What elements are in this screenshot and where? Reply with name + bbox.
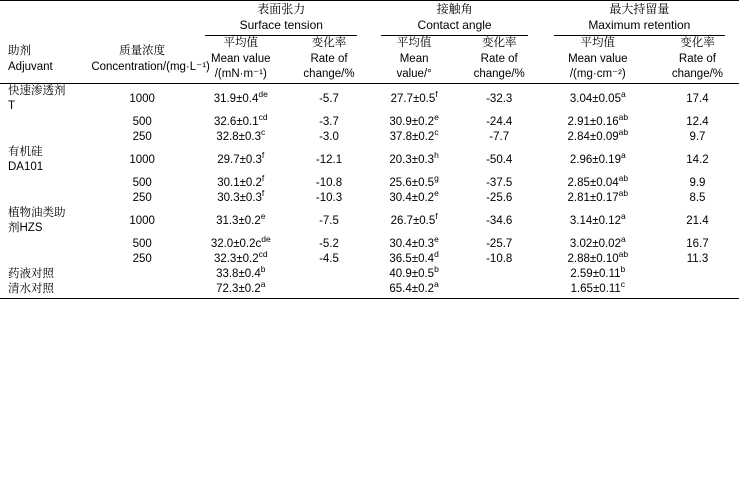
table-row: [0, 252, 739, 267]
column-header-ca-rate-unit: change/%: [473, 68, 525, 81]
row-surface-tension-rate: -10.8: [315, 176, 343, 189]
row-contact-angle-rate: -10.8: [486, 252, 513, 265]
group-header-row: [0, 1, 739, 37]
row-concentration: 1000: [129, 214, 155, 227]
row-max-retention-rate: 8.5: [689, 191, 706, 204]
row-contact-angle-rate: -32.3: [486, 92, 513, 105]
column-header-mr-mean-en: Mean value: [568, 52, 628, 65]
row-adjuvant: [0, 237, 91, 252]
row-surface-tension-mean: 30.1±0.2$^f$: [217, 173, 265, 189]
row-max-retention-mean: 2.85±0.04$^{ab}$: [567, 173, 629, 189]
column-header-mr-rate-cn: 变化率: [680, 37, 715, 50]
row-max-retention-mean: 1.65±0.11$^c$: [540, 282, 656, 298]
table-row: [0, 83, 739, 115]
row-max-retention-rate: 12.4: [686, 115, 709, 128]
row-max-retention-rate: [656, 267, 739, 283]
row-surface-tension-mean: 33.8±0.4$^b$: [216, 264, 266, 280]
row-surface-tension-rate: -3.0: [319, 130, 339, 143]
table-row: [0, 115, 739, 130]
row-surface-tension-rate: [289, 267, 370, 283]
row-surface-tension-mean: 30.3±0.3$^f$: [217, 187, 265, 204]
row-contact-angle-mean: 37.8±0.2$^c$: [389, 127, 439, 143]
column-header-adjuvant-cn: 助剂: [8, 45, 31, 58]
row-concentration: [91, 267, 193, 283]
table-row: [0, 176, 739, 191]
row-max-retention-mean: 2.84±0.09$^{ab}$: [567, 127, 629, 143]
column-header-mr-mean-unit: /(mg·cm⁻²): [569, 68, 626, 81]
row-contact-angle-rate: -34.6: [486, 214, 513, 227]
row-concentration: 1000: [129, 92, 155, 105]
row-contact-angle-mean: 26.7±0.5$^f$: [390, 210, 438, 227]
column-header-st-rate: [289, 36, 370, 83]
row-concentration: 250: [132, 130, 152, 143]
row-contact-angle-mean: 30.9±0.2$^e$: [389, 112, 439, 128]
row-contact-angle-mean: 30.4±0.2$^e$: [389, 187, 439, 204]
column-header-st-rate-unit: change/%: [303, 68, 355, 81]
row-surface-tension-rate: -12.1: [315, 153, 343, 166]
row-max-retention-rate: 11.3: [686, 252, 709, 265]
row-contact-angle-mean: 25.6±0.5$^g$: [389, 173, 439, 189]
group-header-contact-angle-cn: 接触角: [436, 2, 473, 16]
table-header: [0, 1, 739, 84]
row-adjuvant: 有机硅 DA101: [8, 145, 44, 174]
group-header-maximum-retention-cn: 最大持留量: [609, 2, 670, 16]
row-max-retention-rate: 9.7: [689, 130, 706, 143]
group-header-surface-tension-en: Surface tension: [239, 18, 323, 33]
column-header-adjuvant-en: Adjuvant: [8, 60, 53, 73]
table-row: [0, 145, 739, 176]
table-row: [0, 267, 739, 283]
column-header-concentration: [91, 36, 210, 83]
column-header-mr-mean-cn: 平均值: [580, 37, 616, 50]
row-max-retention-mean: 2.91±0.16$^{ab}$: [567, 112, 629, 128]
column-header-mr-rate-en: Rate of: [678, 52, 716, 65]
column-header-ca-mean: [369, 36, 458, 83]
row-surface-tension-mean: $32.0\pm 0.2c^{de}$: [210, 233, 271, 250]
row-max-retention-mean: 2.88±0.10$^{ab}$: [567, 248, 629, 265]
row-contact-angle-rate: -37.5: [486, 176, 513, 189]
row-surface-tension-mean: 31.9±0.4de: [213, 89, 268, 105]
column-header-ca-rate-cn: 变化率: [481, 37, 517, 50]
row-max-retention-mean: 3.04±0.05$^a$: [569, 89, 626, 105]
row-surface-tension-rate: -10.3: [315, 191, 343, 204]
table-row: [0, 282, 739, 298]
row-adjuvant: [0, 176, 91, 191]
row-concentration: 250: [132, 191, 152, 204]
row-max-retention-mean: 3.14±0.12$^a$: [569, 210, 626, 227]
table-row: [0, 237, 739, 252]
row-contact-angle-mean: 40.9±0.5$^b$: [389, 264, 439, 280]
column-header-st-rate-cn: 变化率: [311, 37, 347, 50]
column-header-ca-mean-cn: 平均值: [396, 37, 432, 50]
column-header-ca-mean-en: Mean: [399, 52, 429, 65]
row-adjuvant: 药液对照: [8, 267, 54, 280]
row-max-retention-rate: 21.4: [686, 214, 709, 227]
row-contact-angle-mean: 36.5±0.4$^d$: [389, 248, 439, 265]
row-max-retention-rate: [656, 282, 739, 298]
group-header-contact-angle: [369, 1, 539, 37]
row-concentration: 1000: [129, 153, 155, 166]
column-header-st-mean-unit: /(mN·m⁻¹): [214, 68, 267, 81]
column-header-ca-mean-unit: value/°: [396, 68, 432, 81]
row-max-retention-rate: 16.7: [686, 237, 709, 250]
column-header-st-mean-cn: 平均值: [223, 37, 259, 50]
column-header-concentration-cn: 质量浓度: [119, 45, 166, 58]
row-max-retention-rate: 9.9: [689, 176, 706, 189]
row-surface-tension-rate: [289, 282, 370, 298]
row-contact-angle-mean: 65.4±0.2$^a$: [369, 282, 458, 298]
row-contact-angle-rate: -24.4: [486, 115, 513, 128]
table-row: [0, 130, 739, 145]
row-adjuvant: [0, 130, 91, 145]
row-adjuvant: 清水对照: [0, 282, 91, 298]
row-concentration: 250: [132, 252, 152, 265]
row-surface-tension-mean: 32.8±0.3$^c$: [216, 127, 266, 143]
column-header-concentration-en: Concentration/(mg·L⁻¹): [91, 60, 210, 73]
group-header-spacer-concentration: [91, 1, 193, 37]
row-max-retention-rate: 17.4: [686, 92, 709, 105]
row-concentration: 500: [132, 115, 152, 128]
row-surface-tension-rate: -3.7: [319, 115, 339, 128]
row-surface-tension-rate: -4.5: [319, 252, 339, 265]
group-header-maximum-retention: [540, 1, 739, 37]
row-max-retention-mean: 2.96±0.19$^a$: [569, 150, 626, 166]
row-contact-angle-mean: 27.7±0.5$^f$: [390, 89, 438, 105]
row-adjuvant: [0, 252, 91, 267]
row-surface-tension-mean: 72.3±0.2$^a$: [193, 282, 288, 298]
row-max-retention-rate: 14.2: [686, 153, 709, 166]
row-adjuvant: 植物油类助 剂HZS: [8, 206, 66, 235]
row-contact-angle-rate: [459, 282, 540, 298]
table-row: [0, 206, 739, 237]
row-surface-tension-mean: 32.6±0.1$^{cd}$: [213, 112, 268, 128]
row-concentration: 500: [132, 237, 152, 250]
column-header-ca-rate: [459, 36, 540, 83]
column-header-mr-mean: [540, 36, 656, 83]
row-contact-angle-rate: -50.4: [486, 153, 513, 166]
column-header-st-mean: [193, 36, 288, 83]
column-header-mr-rate-unit: change/%: [671, 68, 724, 81]
row-surface-tension-rate: -5.2: [319, 237, 339, 250]
row-adjuvant: 快速渗透剂 T: [8, 84, 66, 113]
row-contact-angle-rate: -25.6: [486, 191, 513, 204]
column-header-st-mean-en: Mean value: [211, 52, 271, 65]
column-header-ca-rate-en: Rate of: [480, 52, 518, 65]
row-contact-angle-rate: -7.7: [489, 130, 510, 143]
row-contact-angle-rate: [459, 267, 540, 283]
group-header-spacer-adjuvant: [0, 1, 91, 37]
row-adjuvant: [0, 191, 91, 206]
row-max-retention-mean: 3.02±0.02$^a$: [569, 233, 626, 250]
row-max-retention-mean: 2.59±0.11$^b$: [570, 264, 626, 280]
group-header-contact-angle-en: Contact angle: [417, 18, 492, 33]
row-surface-tension-mean: 31.3±0.2$^e$: [216, 210, 266, 227]
row-concentration: 500: [132, 176, 152, 189]
row-contact-angle-rate: -25.7: [486, 237, 513, 250]
row-contact-angle-mean: 30.4±0.3$^e$: [389, 233, 439, 250]
column-header-mr-rate: [656, 36, 739, 83]
row-surface-tension-mean: 32.3±0.2$^{cd}$: [213, 248, 268, 265]
row-surface-tension-rate: -7.5: [319, 214, 339, 227]
group-header-surface-tension-cn: 表面张力: [257, 2, 306, 16]
column-header-st-rate-en: Rate of: [310, 52, 348, 65]
row-max-retention-mean: 2.81±0.17$^{ab}$: [567, 187, 629, 204]
group-header-surface-tension: [193, 1, 369, 37]
row-concentration: [91, 282, 193, 298]
row-adjuvant: [0, 115, 91, 130]
row-surface-tension-mean: 29.7±0.3$^f$: [217, 150, 265, 166]
row-contact-angle-mean: 20.3±0.3$^h$: [389, 150, 439, 166]
group-header-maximum-retention-en: Maximum retention: [588, 18, 691, 33]
column-header-row: [0, 36, 739, 83]
table-row: [0, 191, 739, 206]
table-body: [0, 83, 739, 298]
column-header-adjuvant: [0, 36, 91, 83]
row-surface-tension-rate: -5.7: [319, 92, 339, 105]
